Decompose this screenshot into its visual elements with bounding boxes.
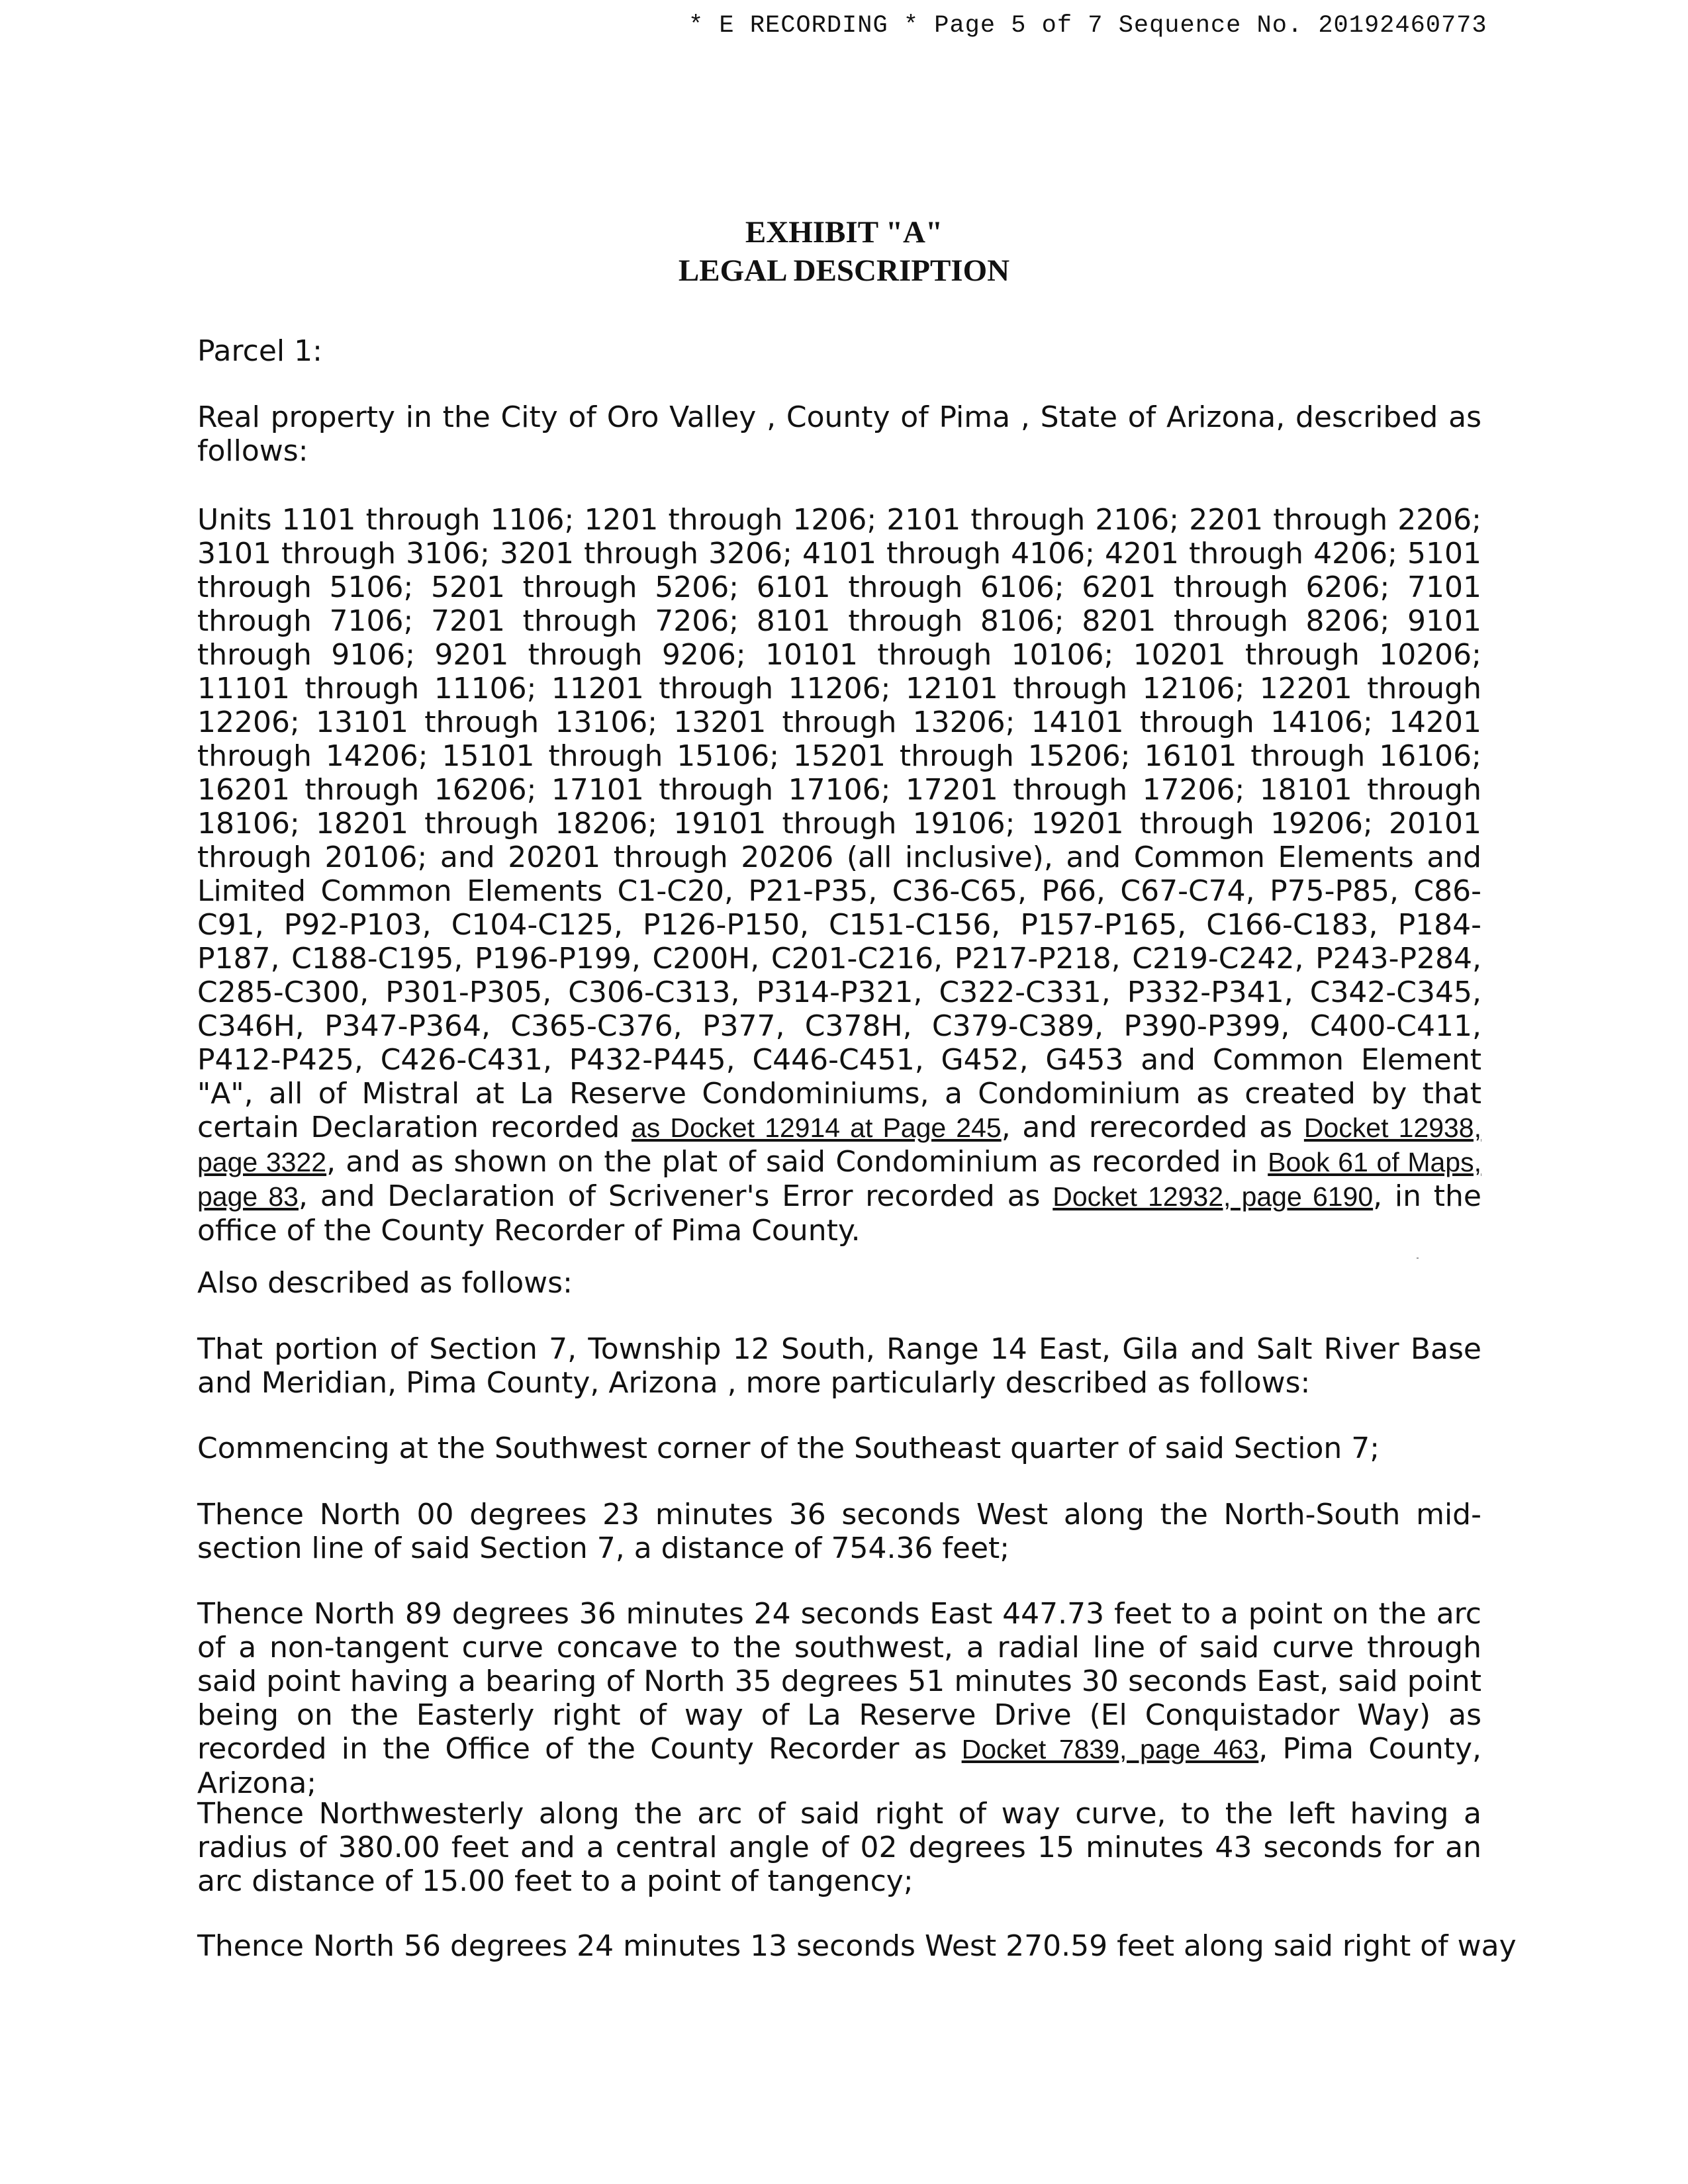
intro-paragraph: Real property in the City of Oro Valley , County of Pima , State of Arizona, described as follows: xyxy=(197,400,1481,468)
units-text: , in the office of the County Recorder of Pima County. xyxy=(197,1179,1482,1248)
units-text: , and as shown on the plat of said Condominium as recorded in xyxy=(326,1145,1268,1179)
also-described-label: Also described as follows: xyxy=(197,1266,573,1300)
maps-reference-link: Book 61 of Maps, page 83 xyxy=(197,1147,1482,1212)
thence-paragraph: Thence North 56 degrees 24 minutes 13 seconds West 270.59 feet along said right of way xyxy=(197,1929,1517,1963)
legal-description-heading: LEGAL DESCRIPTION xyxy=(678,253,1010,288)
recording-header: * E RECORDING * Page 5 of 7 Sequence No. 20192460773 xyxy=(688,12,1487,40)
exhibit-title-line: EXHIBIT "A" xyxy=(745,215,943,250)
parcel-label: Parcel 1: xyxy=(197,334,322,368)
exhibit-title xyxy=(0,213,1688,290)
thence-text: , Pima County, Arizona; xyxy=(197,1732,1481,1800)
thence-text: Thence North 89 degrees 36 minutes 24 seconds East 447.73 feet to a point on the arc of a non-tangent curve concave to the southwest, a radial line of said curve through said point having a bearing of North 35 degrees 51 minutes 30 seconds East, said point being on the Easterly right of way of La Reserve Drive (El Conquistador Way) as recorded in the Office of the County Recorder as xyxy=(197,1597,1481,1766)
scan-speck xyxy=(1417,1257,1419,1259)
commencing-paragraph: Commencing at the Southwest corner of the Southeast quarter of said Section 7; xyxy=(197,1432,1380,1465)
docket-reference-link: as Docket 12914 at Page 245 xyxy=(631,1113,1002,1143)
thence-paragraph xyxy=(197,1597,1481,1800)
portion-paragraph: That portion of Section 7, Township 12 South, Range 14 East, Gila and Salt River Base and Meridian, Pima County, Arizona , more particularly described as follows: xyxy=(197,1332,1481,1400)
thence-paragraph: Thence North 00 degrees 23 minutes 36 seconds West along the North-South mid-section line of said Section 7, a distance of 754.36 feet; xyxy=(197,1498,1481,1565)
units-paragraph xyxy=(197,503,1481,1248)
thence-paragraph: Thence Northwesterly along the arc of said right of way curve, to the left having a radius of 380.00 feet and a central angle of 02 degrees 15 minutes 43 seconds for an arc distance of 15.00 feet to a point of tangency; xyxy=(197,1797,1481,1898)
units-text: , and Declaration of Scrivener's Error recorded as xyxy=(298,1179,1053,1213)
docket-reference-link: Docket 7839, page 463 xyxy=(961,1734,1259,1764)
units-text: Units 1101 through 1106; 1201 through 1206; 2101 through 2106; 2201 through 2206; 3101 through 3106; 3201 through 3206; 4101 through 4106; 4201 through 4206; 5101 through 5106; 5201 through 5206; 6101 through 6106; 6201 through 6206; 7101 through 7106; 7201 through 7206; 8101 through 8106; 8201 through 8206; 9101 through 9106; 9201 through 9206; 10101 through 10106; 10201 through 10206; 11101 through 11106; 11201 through 11206; 12101 through 12106; 12201 through 12206; 13101 through 13106; 13201 through 13206; 14101 through 14106; 14201 through 14206; 15101 through 15106; 15201 through 15206; 16101 through 16106; 16201 through 16206; 17101 through 17106; 17201 through 17206; 18101 through 18106; 18201 through 18206; 19101 through 19106; 19201 through 19206; 20101 through 20106; and 20201 through 20206 (all inclusive), and Common Elements and Limited Common Elements C1-C20, P21-P35, C36-C65, P66, C67-C74, P75-P85, C86-C91, P92-P103, C104-C125, P126-P150, C151-C156, P157-P165, C166-C183, P184-P187, C188-C195, P196-P199, C200H, C201-C216, P217-P218, C219-C242, P243-P284, C285-C300, P301-P305, C306-C313, P314-P321, C322-C331, P332-P341, C342-C345, C346H, P347-P364, C365-C376, P377, C378H, C379-C389, P390-P399, C400-C411, P412-P425, C426-C431, P432-P445, C446-C451, G452, G453 and Common Element "A", all of Mistral at La Reserve Condominiums, a Condominium as created by that certain Declaration recorded xyxy=(197,503,1481,1144)
docket-reference-link: Docket 12932, page 6190 xyxy=(1053,1181,1374,1212)
docket-reference-link: Docket 12938, page 3322 xyxy=(197,1113,1481,1177)
units-text: , and rerecorded as xyxy=(1001,1111,1304,1144)
